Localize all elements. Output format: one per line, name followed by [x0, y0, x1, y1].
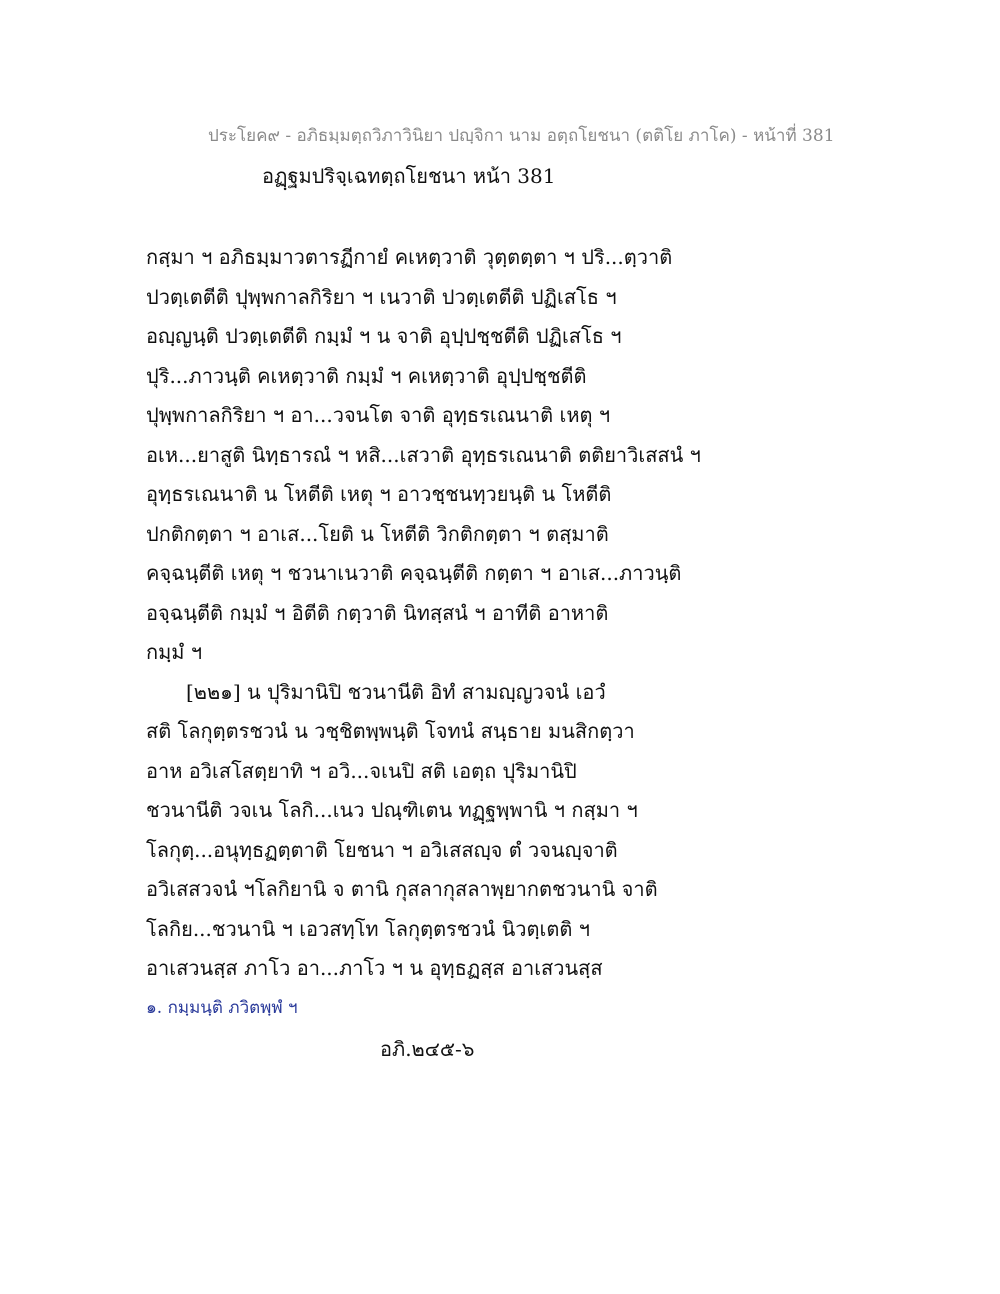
text-line: คจฺฉนฺตีติ เหตุ ฯ ชวนาเนวาติ คจฺฉนฺตีติ กตฺตา ฯ อาเส...ภาวนฺติ	[146, 561, 682, 585]
text-line: กมฺมํ ฯ	[146, 640, 203, 664]
text-line: อุทฺธรเณนาติ น โหตีติ เหตุ ฯ อาวชฺชนทฺวยนฺติ น โหตีติ	[146, 482, 612, 506]
text-line: กสฺมา ฯ อภิธมฺมาวตารฏีกายํ คเหตฺวาติ วุตฺตตฺตา ฯ ปริ...ตฺวาติ	[146, 245, 673, 269]
text-line: อวิเสสวจนํ ฯโลกิยานิ จ ตานิ กุสลากุสลาพฺยากตชวนานิ จาติ	[146, 877, 658, 901]
text-line: โลกุตฺ...อนุทฺธฏตฺตาติ โยชนา ฯ อวิเสสญฺจ ตํ วจนญฺจาติ	[146, 837, 618, 862]
text-line: ปกติกตฺตา ฯ อาเส...โยติ น โหตีติ วิกติกตฺตา ฯ ตสฺมาติ	[146, 521, 609, 546]
body-text	[146, 238, 706, 989]
text-line: ชวนานีติ วจเน โลกิ...เนว ปณฺฑิเตน ทฏฺฐพฺพานิ ฯ กสฺมา ฯ	[146, 798, 638, 822]
text-line: อจฺฉนฺตีติ กมฺมํ ฯ อิตีติ กตฺวาติ นิทสฺสนํ ฯ อาทีติ อาหาติ	[146, 600, 609, 625]
running-header: ประโยค๙ - อภิธมฺมตฺถวิภาวินิยา ปญฺจิกา นาม อตฺถโยชนา (ตติโย ภาโค) - หน้าที่ 381	[208, 126, 835, 146]
footnote: ๑. กมฺมนฺติ ภวิตพฺพํ ฯ	[146, 998, 298, 1018]
text-line: ปุพฺพกาลกิริยา ฯ อา...วจนโต จาติ อุทฺธรเณนาติ เหตุ ฯ	[146, 403, 611, 427]
text-line: ปวตฺเตตีติ ปุพฺพกาลกิริยา ฯ เนวาติ ปวตฺเตตีติ ปฏิเสโธ ฯ	[146, 284, 617, 309]
text-line: [๒๒๑] น ปุริมานิปิ ชวนานีติ อิทํ สามญฺญวจนํ เอวํ	[186, 679, 606, 704]
text-line: อาเสวนสฺส ภาโว อา...ภาโว ฯ น อุทฺธฏสฺส อาเสวนสฺส	[146, 956, 603, 980]
text-line: ปุริ...ภาวนฺติ คเหตฺวาติ กมฺมํ ฯ คเหตฺวาติ อุปฺปชฺชตีติ	[146, 363, 587, 388]
section-title: อฏฺฐมปริจฺเฉทตฺถโยชนา หน้า 381	[262, 164, 556, 188]
text-line: สติ โลกุตฺตรชวนํ น วชฺชิตพฺพนฺติ โจทนํ สนฺธาย มนสิกตฺวา	[146, 719, 635, 743]
text-line: โลกิย...ชวนานิ ฯ เอวสทฺโท โลกุตฺตรชวนํ นิวตฺเตติ ฯ	[146, 916, 590, 941]
page-reference: อภิ.๒๔๕-๖	[380, 1037, 475, 1061]
text-line: อาห อวิเสโสตฺยาทิ ฯ อวิ...จเนปิ สติ เอตฺถ ปุริมานิปิ	[146, 758, 577, 783]
text-line: อญฺญนฺติ ปวตฺเตตีติ กมฺมํ ฯ น จาติ อุปฺปชฺชตีติ ปฏิเสโธ ฯ	[146, 324, 622, 348]
text-line: อเห...ยาสูติ นิทฺธารณํ ฯ หสิ...เสวาติ อุทฺธรเณนาติ ตติยาวิเสสนํ ฯ	[146, 442, 701, 467]
